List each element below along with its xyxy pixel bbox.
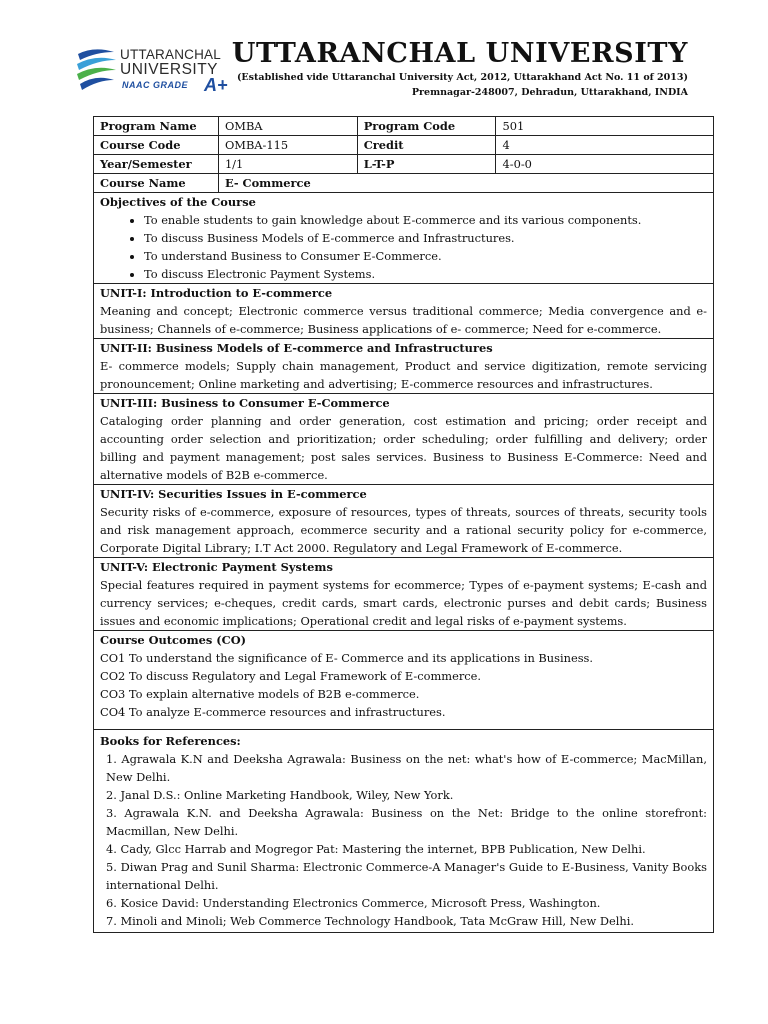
page-header <box>0 0 768 110</box>
books-list <box>100 750 707 930</box>
unit-body: Cataloging order planning and order generation, cost estimation and pricing; order receipt and accounting order selection and prioritization; order scheduling; order fulfilling and delivery; order billing and payment management; post sales services. Business to Business E-Commerce: Need and alternative models of B2B e-commerce. <box>100 414 707 482</box>
credit-label: Credit <box>357 136 496 155</box>
unit-title: UNIT-IV: Securities Issues in E-commerce <box>100 487 367 501</box>
syllabus-table <box>93 116 714 933</box>
list-item: • To discuss Electronic Payment Systems. <box>144 265 707 283</box>
list-item: CO4 To analyze E-commerce resources and infrastructures. <box>100 705 446 719</box>
list-item: CO1 To understand the significance of E- Commerce and its applications in Business. <box>100 651 594 665</box>
course-code-value: OMBA-115 <box>218 136 357 155</box>
list-item: 7. Minoli and Minoli; Web Commerce Technology Handbook, Tata McGraw Hill, New Delhi. <box>106 914 634 928</box>
ltp-value: 4-0-0 <box>496 155 714 174</box>
course-name-label: Course Name <box>94 174 219 193</box>
logo-text-line2: UNIVERSITY <box>120 61 219 78</box>
list-item: 2. Janal D.S.: Online Marketing Handbook, Wiley, New York. <box>106 788 454 802</box>
logo-naac-text: NAAC GRADE <box>122 80 189 90</box>
unit-4-section <box>94 485 714 558</box>
table-row <box>94 117 714 136</box>
list-item: 6. Kosice David: Understanding Electronics Commerce, Microsoft Press, Washington. <box>106 896 601 910</box>
objectives-list <box>100 211 707 283</box>
year-semester-value: 1/1 <box>218 155 357 174</box>
program-name-label: Program Name <box>94 117 219 136</box>
list-item: 5. Diwan Prag and Sunil Sharma: Electronic Commerce-A Manager's Guide to E-Business, Vanity Books international Delhi. <box>106 860 707 892</box>
unit-body: E- commerce models; Supply chain management, Product and service digitization, remote servicing pronouncement; Online marketing and advertising; E-commerce resources and infrastructures. <box>100 359 707 391</box>
logo-text-line1: UTTARANCHAL <box>120 47 221 62</box>
unit-body: Special features required in payment systems for ecommerce; Types of e-payment systems; E-cash and currency services; e-cheques, credit cards, smart cards, electronic purses and debit cards; Business issues and economic implications; Operational credit and legal risks of e-payment systems. <box>100 578 707 628</box>
books-title: Books for References: <box>100 734 241 748</box>
program-name-value: OMBA <box>218 117 357 136</box>
list-item: • To enable students to gain knowledge about E-commerce and its various components. <box>144 211 707 229</box>
outcomes-section <box>94 631 714 730</box>
unit-5-section <box>94 558 714 631</box>
table-row <box>94 155 714 174</box>
list-item: CO3 To explain alternative models of B2B e-commerce. <box>100 687 420 701</box>
year-semester-label: Year/Semester <box>94 155 219 174</box>
university-logo <box>74 44 234 96</box>
books-section <box>94 730 714 933</box>
objectives-title: Objectives of the Course <box>100 195 256 209</box>
logo-swoosh-icon <box>74 44 120 96</box>
program-code-value: 501 <box>496 117 714 136</box>
university-address: Premnagar-248007, Dehradun, Uttarakhand, INDIA <box>411 87 688 98</box>
course-code-label: Course Code <box>94 136 219 155</box>
ltp-label: L-T-P <box>357 155 496 174</box>
list-item: CO2 To discuss Regulatory and Legal Framework of E-commerce. <box>100 669 482 683</box>
credit-value: 4 <box>496 136 714 155</box>
list-item: • To understand Business to Consumer E-Commerce. <box>144 247 707 265</box>
unit-body: Meaning and concept; Electronic commerce versus traditional commerce; Media convergence and e-business; Channels of e-commerce; Business applications of e- commerce; Need for e-commerce. <box>100 304 707 336</box>
list-item: • To discuss Business Models of E-commerce and Infrastructures. <box>144 229 707 247</box>
table-row <box>94 136 714 155</box>
logo-grade-text: A+ <box>204 75 228 95</box>
outcomes-title: Course Outcomes (CO) <box>100 633 247 647</box>
university-establishment: (Established vide Uttaranchal University Act, 2012, Uttarakhand Act No. 11 of 2013) <box>236 72 688 83</box>
table-row <box>94 174 714 193</box>
list-item: 3. Agrawala K.N. and Deeksha Agrawala: Business on the Net: Bridge to the online storefront: Macmillan, New Delhi. <box>106 806 707 838</box>
unit-2-section <box>94 339 714 394</box>
unit-1-section <box>94 284 714 339</box>
unit-title: UNIT-V: Electronic Payment Systems <box>100 560 333 574</box>
objectives-section <box>94 193 714 284</box>
course-name-value: E- Commerce <box>218 174 713 193</box>
list-item: 4. Cady, Glcc Harrab and Mogregor Pat: Mastering the internet, BPB Publication, New Delhi. <box>106 842 646 856</box>
program-code-label: Program Code <box>357 117 496 136</box>
unit-title: UNIT-II: Business Models of E-commerce and Infrastructures <box>100 341 493 355</box>
list-item: 1. Agrawala K.N and Deeksha Agrawala: Business on the net: what's how of E-commerce; MacMillan, New Delhi. <box>106 752 707 784</box>
university-title: UTTARANCHAL UNIVERSITY <box>231 38 688 69</box>
unit-body: Security risks of e-commerce, exposure of resources, types of threats, sources of threats, security tools and risk management approach, ecommerce security and a rational security policy for e-commerce, Corporate Digital Library; I.T Act 2000. Regulatory and Legal Framework of E-commerce. <box>100 505 707 555</box>
unit-3-section <box>94 394 714 485</box>
unit-title: UNIT-I: Introduction to E-commerce <box>100 286 333 300</box>
unit-title: UNIT-III: Business to Consumer E-Commerce <box>100 396 390 410</box>
